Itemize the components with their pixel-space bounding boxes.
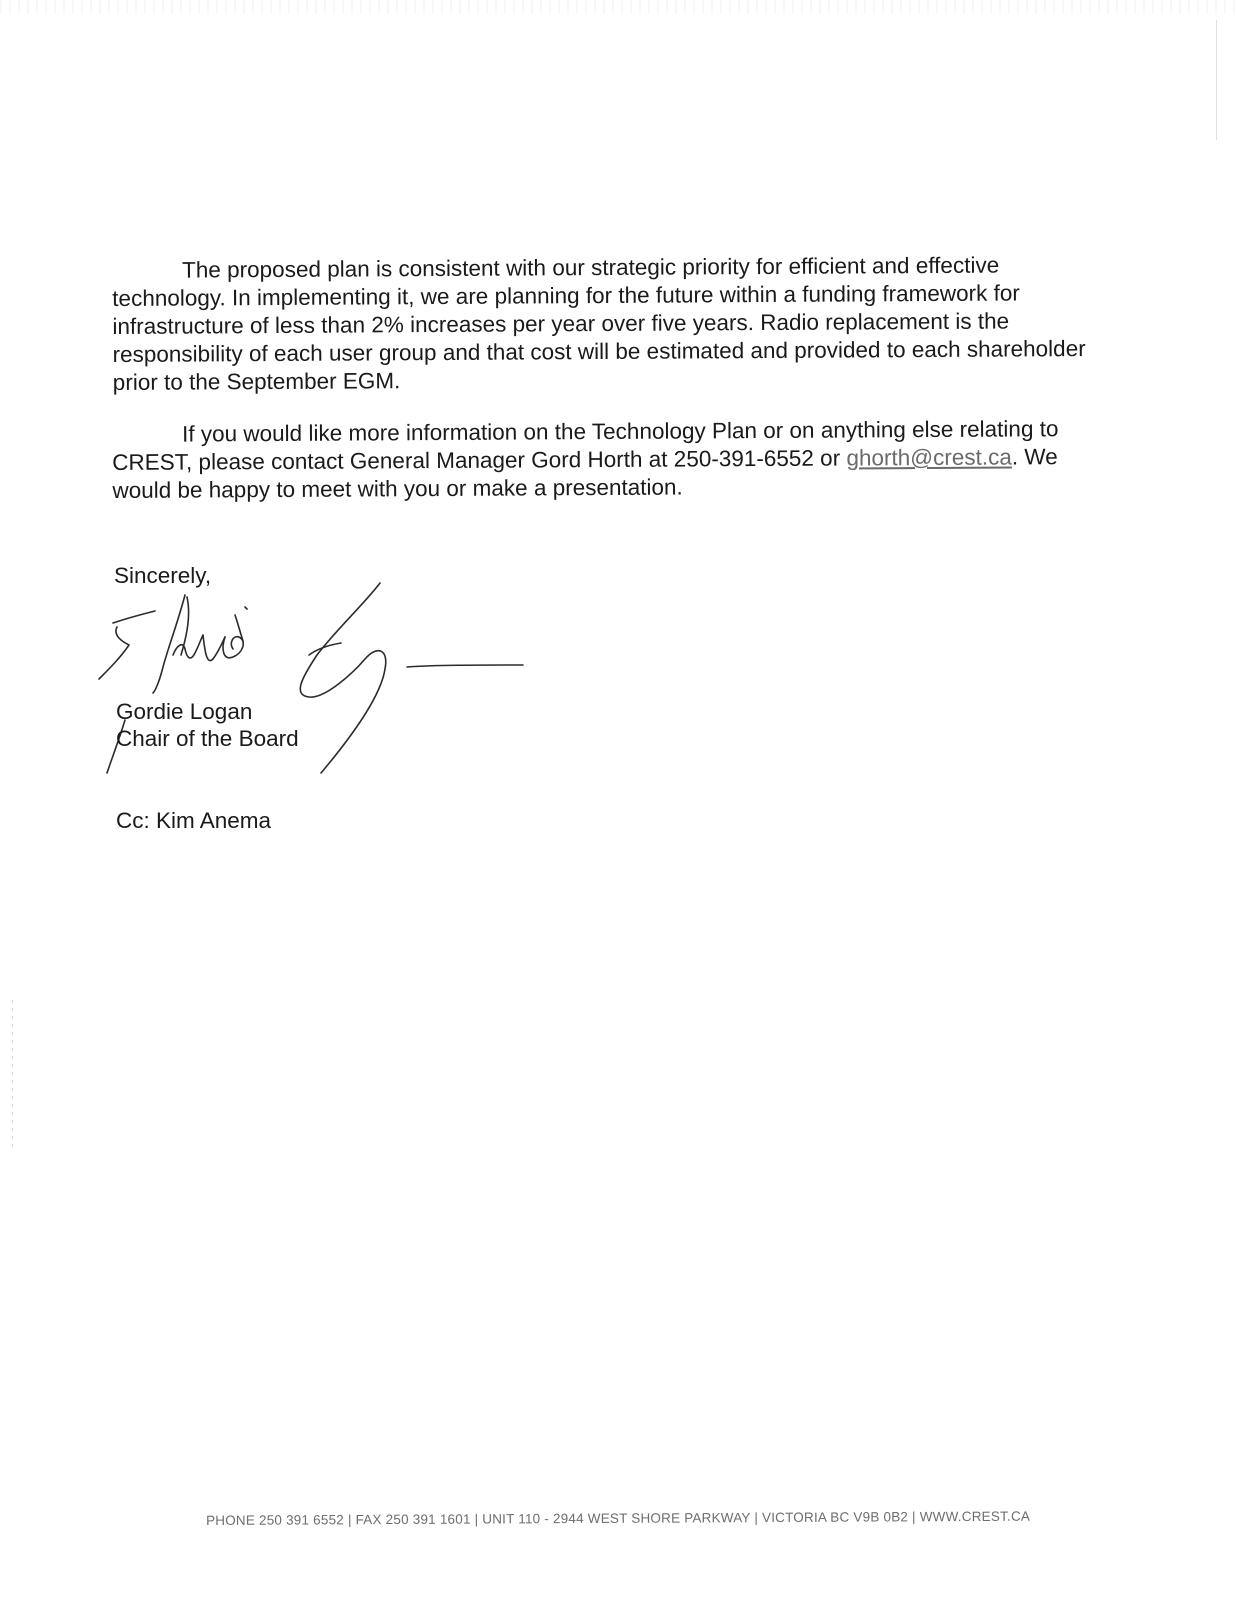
footer-contact-line: PHONE 250 391 6552 | FAX 250 391 1601 | UNIT 110 - 2944 WEST SHORE PARKWAY | VICTORIA BC V9B 0B2 | WWW.CREST.CA [206,1508,1031,1528]
paragraph-plan-text: The proposed plan is consistent with our strategic priority for efficient and effective technology. In implementing it, we are planning for the future within a funding framework for infrastructure of less than 2% increases per year over five years. Radio replacement is the responsibility of each user group and that cost will be estimated and provided to each shareholder prior to the September EGM. [112,252,1086,395]
paragraph-contact-text-end: . We would be happy to meet with you or make a presentation. [112,444,1058,503]
signer-name: Gordie Logan [116,699,253,724]
paragraph-contact [112,415,1102,505]
handwritten-signature [95,575,535,785]
scan-artifact-top [0,0,1237,14]
closing-salutation: Sincerely, [114,563,212,588]
email-link[interactable]: ghorth@crest.ca [846,444,1012,471]
scan-artifact-right [1216,20,1217,140]
paragraph-contact-text: If you would like more information on the Technology Plan or on anything else relating to CREST, please contact General Manager Gord Horth at 250-391-6552 or [112,416,1059,475]
signer-title: Chair of the Board [116,726,299,751]
scan-artifact-left [12,1000,13,1150]
paragraph-plan [112,251,1103,397]
cc-line: Cc: Kim Anema [116,808,272,833]
